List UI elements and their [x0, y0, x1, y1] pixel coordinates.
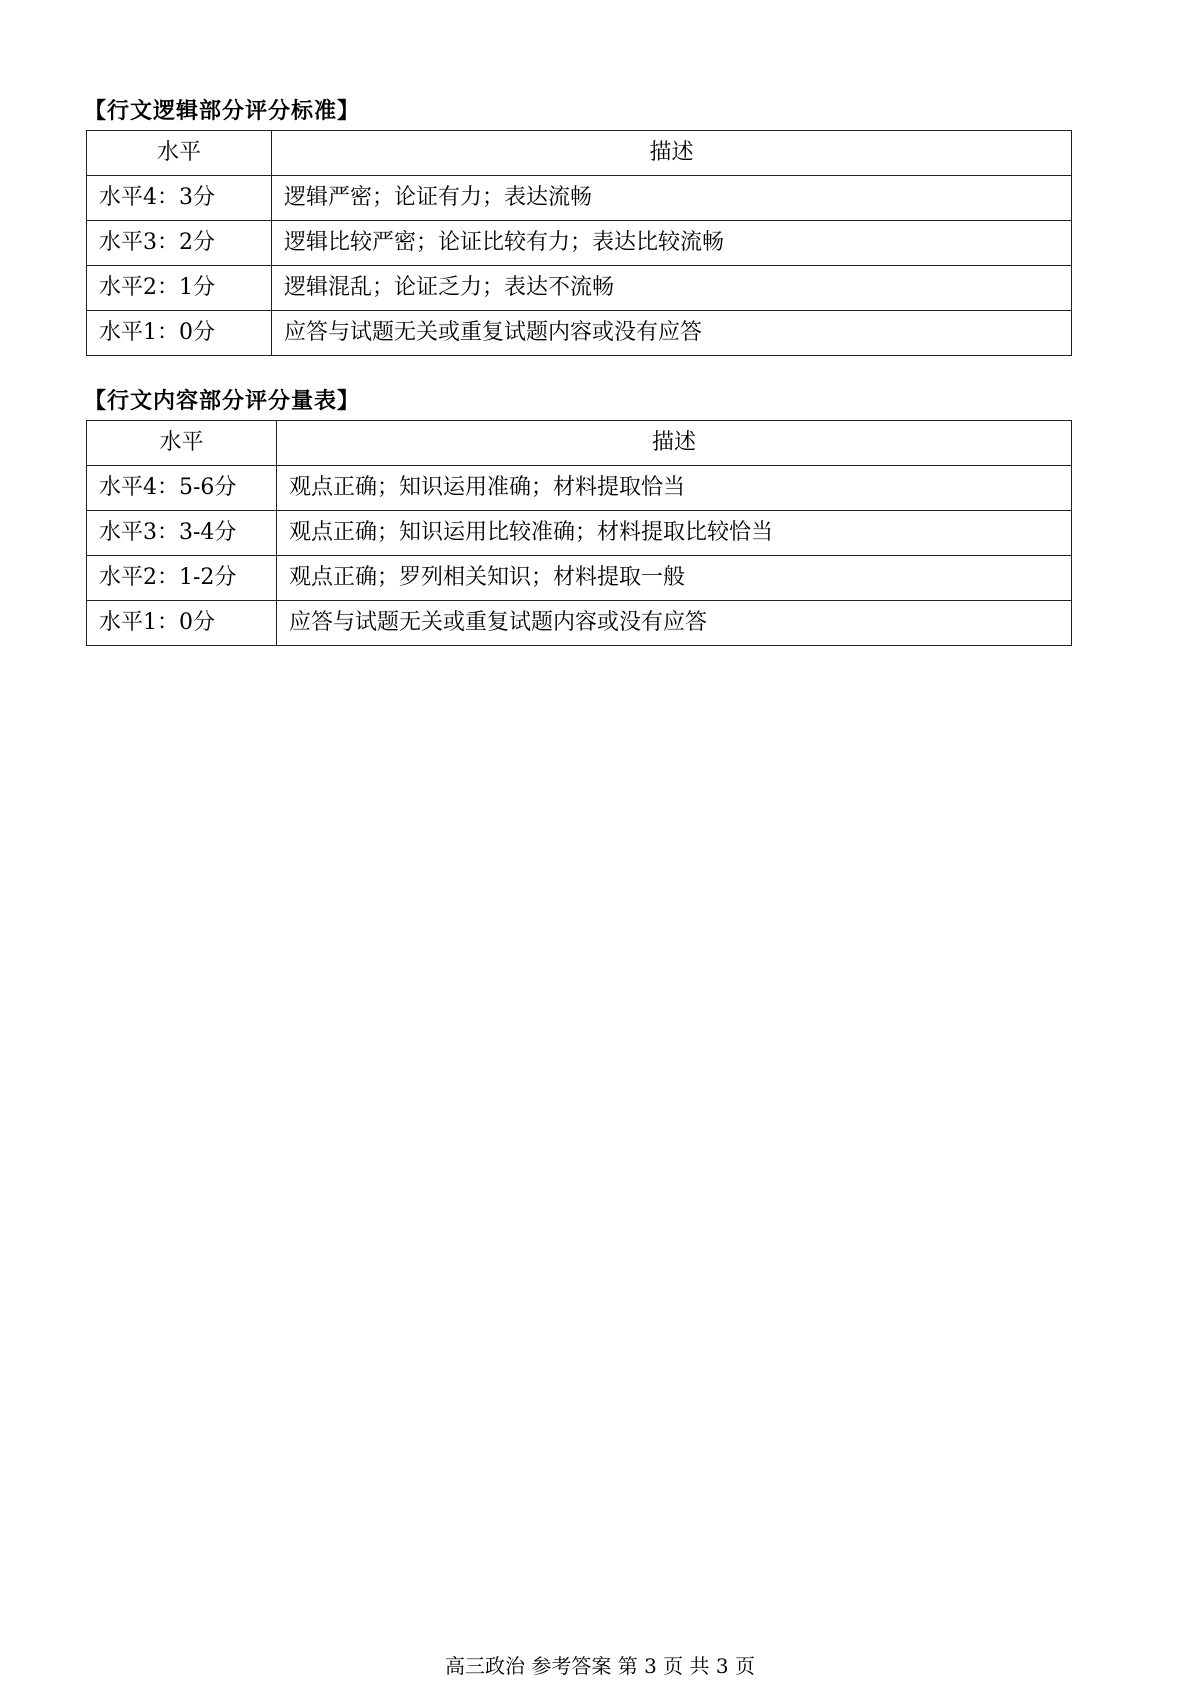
content-rubric-table — [86, 420, 1072, 646]
table-row — [87, 176, 1072, 221]
description-cell: 应答与试题无关或重复试题内容或没有应答 — [272, 311, 1072, 356]
header-description: 描述 — [272, 131, 1072, 176]
level-cell: 水平4：3分 — [87, 176, 272, 221]
table-row — [87, 601, 1072, 646]
table-row — [87, 266, 1072, 311]
header-description: 描述 — [277, 421, 1072, 466]
level-cell: 水平4：5-6分 — [87, 466, 277, 511]
description-cell: 应答与试题无关或重复试题内容或没有应答 — [277, 601, 1072, 646]
table-row — [87, 221, 1072, 266]
page-footer: 高三政治 参考答案 第 3 页 共 3 页 — [445, 1654, 755, 1678]
description-cell: 观点正确；知识运用比较准确；材料提取比较恰当 — [277, 511, 1072, 556]
header-level: 水平 — [87, 131, 272, 176]
description-cell: 观点正确；罗列相关知识；材料提取一般 — [277, 556, 1072, 601]
description-cell: 观点正确；知识运用准确；材料提取恰当 — [277, 466, 1072, 511]
description-cell: 逻辑比较严密；论证比较有力；表达比较流畅 — [272, 221, 1072, 266]
description-cell: 逻辑混乱；论证乏力；表达不流畅 — [272, 266, 1072, 311]
table-header-row — [87, 131, 1072, 176]
level-cell: 水平2：1-2分 — [87, 556, 277, 601]
logic-rubric-table — [86, 130, 1072, 356]
table-row — [87, 511, 1072, 556]
level-cell: 水平3：2分 — [87, 221, 272, 266]
header-level: 水平 — [87, 421, 277, 466]
level-cell: 水平1：0分 — [87, 311, 272, 356]
table-row — [87, 311, 1072, 356]
level-cell: 水平3：3-4分 — [87, 511, 277, 556]
level-cell: 水平2：1分 — [87, 266, 272, 311]
table-row — [87, 556, 1072, 601]
level-cell: 水平1：0分 — [87, 601, 277, 646]
table-header-row — [87, 421, 1072, 466]
section-title-content: 【行文内容部分评分量表】 — [84, 388, 361, 414]
description-cell: 逻辑严密；论证有力；表达流畅 — [272, 176, 1072, 221]
table-row — [87, 466, 1072, 511]
section-title-logic: 【行文逻辑部分评分标准】 — [84, 98, 361, 124]
